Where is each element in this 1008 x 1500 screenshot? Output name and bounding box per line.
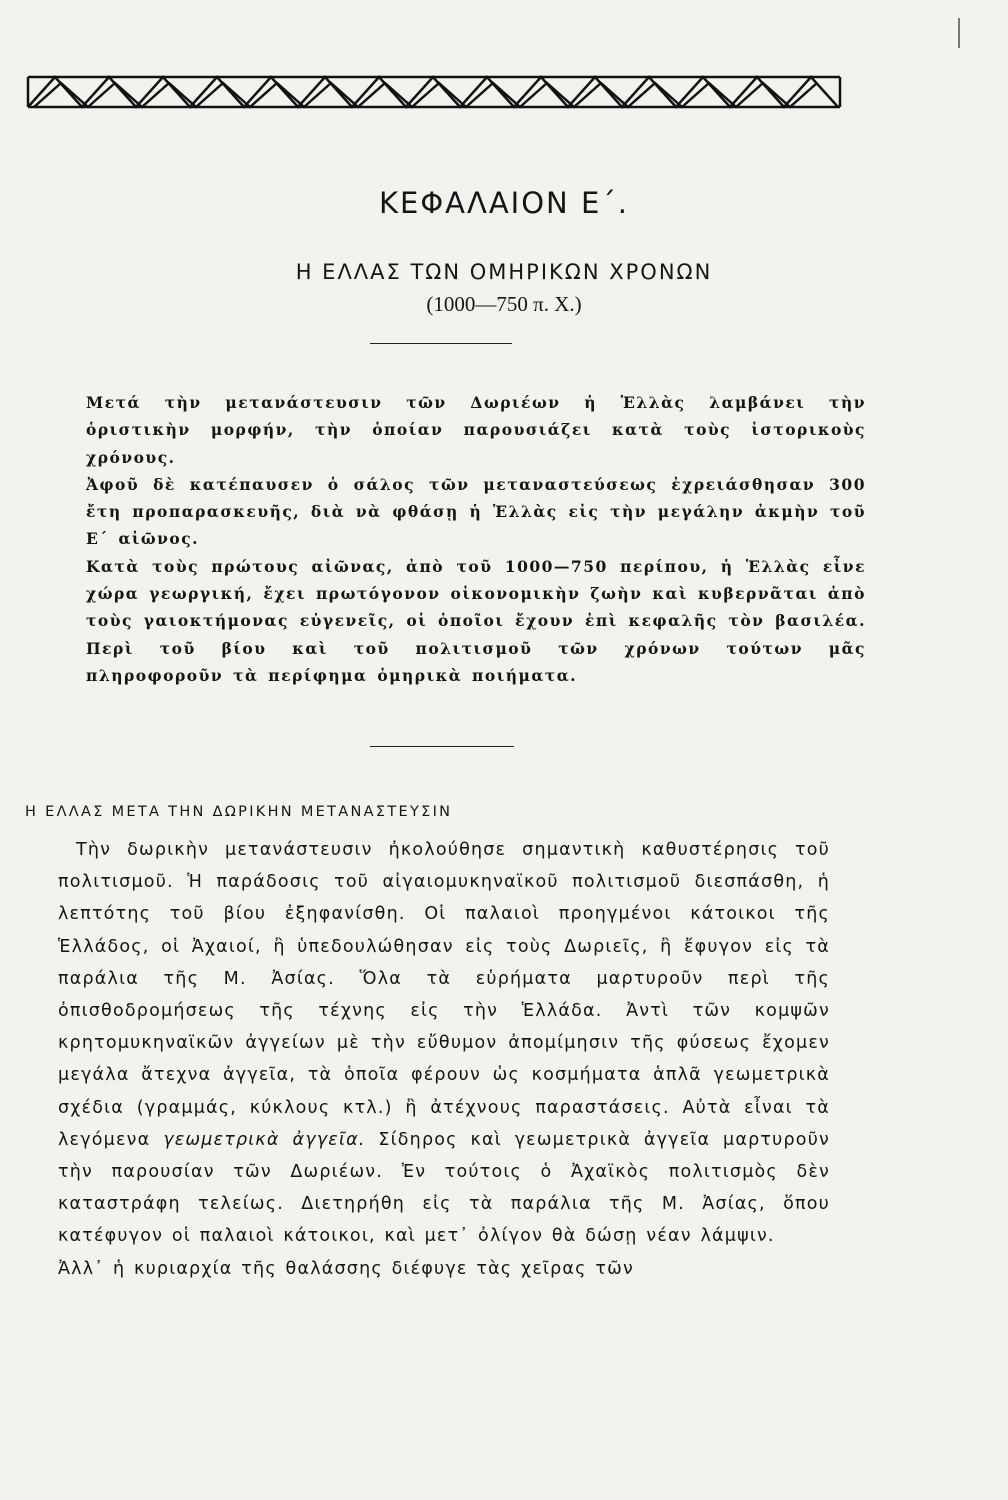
chapter-dates: (1000—750 π. Χ.) [426, 292, 582, 316]
summary-paragraph: Κατὰ τοὺς πρώτους αἰῶνας, ἀπὸ τοῦ 1000—750 περίπου, ἡ Ἑλλὰς εἶνε χώρα γεωργική, ἔχει πρωτόγονον οἰκονομικὴν ζωὴν καὶ κυβερνᾶται ἀπὸ τοὺς γαιοκτήμονας εὐγενεῖς, οἱ ὁποῖοι ἔχουν ἐπὶ κεφαλῆς τὸν βασιλέα. Περὶ τοῦ βίου καὶ τοῦ πολιτισμοῦ τῶν χρόνων τούτων μᾶς πληροφοροῦν τὰ περίφημα ὁμηρικὰ ποιήματα. [86, 556, 866, 685]
ornament-zigzag-icon [26, 74, 842, 110]
chapter-summary [86, 389, 866, 689]
body-paragraph: Ἀλλ᾿ ἡ κυριαρχία τῆς θαλάσσης διέφυγε τὰς χεῖρας τῶν [58, 1258, 634, 1279]
divider-rule-bottom [370, 746, 514, 747]
italic-term: γεωμετρικὰ ἀγγεῖα. [163, 1129, 366, 1150]
section-body [58, 834, 830, 1285]
summary-paragraph: Μετά τὴν μετανάστευσιν τῶν Δωριέων ἡ Ἑλλὰς λαμβάνει τὴν ὁριστικὴν μορφήν, τὴν ὁποίαν παρουσιάζει κατὰ τοὺς ἱστορικοὺς χρόνους. [86, 393, 866, 467]
section-heading: Η ΕΛΛΑΣ ΜΕΤΑ ΤΗΝ ΔΩΡΙΚΗΝ ΜΕΤΑΝΑΣΤΕΥΣΙΝ [25, 804, 453, 820]
body-paragraph [58, 834, 830, 1253]
divider-rule-top [370, 343, 512, 344]
body-text-part: Σίδηρος καὶ γεωμετρικὰ ἀγγεῖα μαρτυροῦν τὴν παρουσίαν τῶν Δωριέων. Ἐν τούτοις ὁ Ἀχαϊκὸς πολιτισμὸς δὲν καταστράφη τελείως. Διετηρήθη εἰς τὰ παράλια τῆς Μ. Ἀσίας, ὅπου κατέφυγον οἱ παλαιοὶ κάτοικοι, καὶ μετ᾿ ὀλίγον θὰ δώσῃ νέαν λάμψιν. [58, 1129, 830, 1247]
decorative-header-border [26, 74, 842, 110]
scan-edge-mark [958, 18, 960, 48]
ornament-zigzag-line [28, 77, 838, 107]
chapter-subtitle: Η ΕΛΛΑΣ ΤΩΝ ΟΜΗΡΙΚΩΝ ΧΡΟΝΩΝ [295, 260, 713, 284]
chapter-title: ΚΕΦΑΛΑΙΟΝ Ε΄. [378, 186, 629, 220]
body-text-part: Τὴν δωρικὴν μετανάστευσιν ἠκολούθησε σημαντικὴ καθυστέρησις τοῦ πολιτισμοῦ. Ἡ παράδοσις τοῦ αἰγαιομυκηναϊκοῦ πολιτισμοῦ διεσπάσθη, ἡ λεπτότης τοῦ βίου ἐξηφανίσθη. Οἱ παλαιοὶ προηγμένοι κάτοικοι τῆς Ἑλλάδος, οἱ Ἀχαιοί, ἢ ὑπεδουλώθησαν εἰς τοὺς Δωριεῖς, ἢ ἔφυγον εἰς τὰ παράλια τῆς Μ. Ἀσίας. Ὅλα τὰ εὑρήματα μαρτυροῦν περὶ τῆς ὀπισθοδρομήσεως τῆς τέχνης εἰς τὴν Ἑλλάδα. Ἀντὶ τῶν κομψῶν κρητομυκηναϊκῶν ἀγγείων μὲ τὴν εὔθυμον ἀπομίμησιν τῆς φύσεως ἔχομεν μεγάλα ἄτεχνα ἀγγεῖα, τὰ ὁποῖα φέρουν ὡς κοσμήματα ἁπλᾶ γεωμετρικὰ σχέδια (γραμμάς, κύκλους κτλ.) ἢ ἀτέχνους παραστάσεις. Αὐτὰ εἶναι τὰ λεγόμενα [58, 840, 830, 1150]
summary-paragraph: Ἀφοῦ δὲ κατέπαυσεν ὁ σάλος τῶν μεταναστεύσεως ἐχρειάσθησαν 300 ἔτη προπαρασκευῆς, διὰ νὰ φθάσῃ ἡ Ἑλλὰς εἰς τὴν μεγάλην ἀκμὴν τοῦ Ε΄ αἰῶνος. [86, 474, 866, 549]
